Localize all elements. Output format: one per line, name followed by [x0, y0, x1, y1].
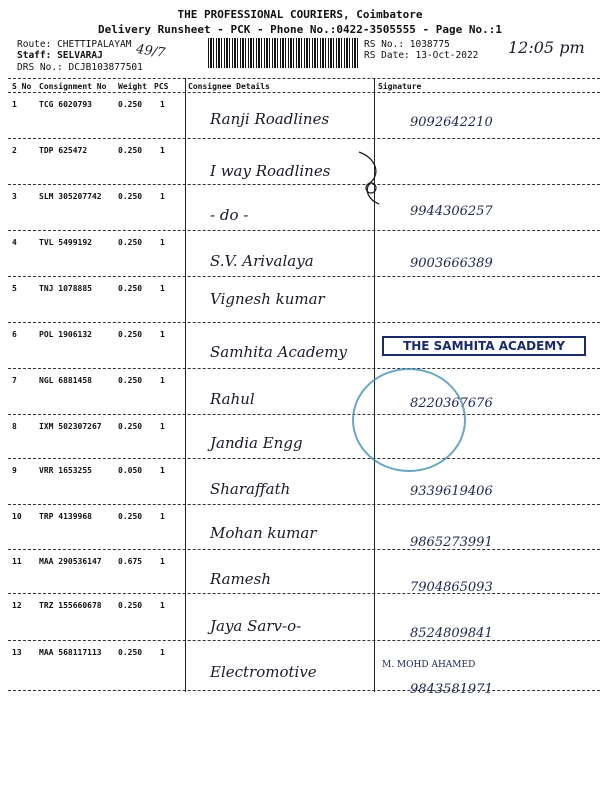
- handwritten-time: 12:05 pm: [508, 38, 585, 57]
- row-separator: [8, 640, 600, 641]
- row-signature: 9944306257: [410, 204, 493, 219]
- runsheet-subtitle: Delivery Runsheet - PCK - Phone No.:0422-3505555 - Page No.:1: [98, 23, 502, 36]
- col-signature: Signature: [378, 82, 422, 91]
- row-consignment: MAA 568117113: [39, 648, 102, 657]
- row-consignment: SLM 305207742: [39, 192, 102, 201]
- row-consignment: TRZ 155660678: [39, 601, 102, 610]
- row-weight: 0.250: [118, 376, 143, 385]
- row-separator: [8, 458, 600, 459]
- staff-row: [17, 50, 103, 61]
- staff-label: Staff:: [17, 50, 52, 61]
- row-signature: 8524809841: [410, 626, 493, 641]
- row-separator: [8, 593, 600, 594]
- row-signature: 9843581971: [410, 682, 493, 697]
- row-pcs: 1: [160, 238, 165, 247]
- row-sno: 8: [12, 422, 17, 431]
- row-consignee: Ranji Roadlines: [210, 110, 330, 128]
- row-signature: 8220367676: [410, 396, 493, 411]
- table-top-rule: [8, 78, 600, 79]
- row-consignee: S.V. Arivalaya: [210, 252, 314, 270]
- row-sno: 9: [12, 466, 17, 475]
- row-pcs: 1: [160, 466, 165, 475]
- row-consignee: Jaya Sarv-o-: [210, 617, 302, 635]
- row-consignee: Rahul: [210, 390, 255, 408]
- col-consignment: Consignment No: [39, 82, 107, 91]
- route-row: [17, 39, 131, 50]
- row-consignment: NGL 6881458: [39, 376, 92, 385]
- row-consignee: Samhita Academy: [210, 343, 347, 361]
- drs-value: DCJB103877501: [68, 62, 143, 73]
- row-signature: 9339619406: [410, 484, 493, 499]
- row-pcs: 1: [160, 512, 165, 521]
- row-signature: 7904865093: [410, 580, 493, 595]
- row-pcs: 1: [160, 376, 165, 385]
- row-separator: [8, 276, 600, 277]
- row-separator: [8, 184, 600, 185]
- route-value: CHETTIPALAYAM: [57, 39, 132, 50]
- row-sno: 2: [12, 146, 17, 155]
- route-label: Route:: [17, 39, 52, 50]
- row-pcs: 1: [160, 192, 165, 201]
- row-consignment: TNJ 1078885: [39, 284, 92, 293]
- row-signature: 9092642210: [410, 115, 493, 130]
- row-weight: 0.250: [118, 146, 143, 155]
- col-sno: S No: [12, 82, 32, 91]
- row-weight: 0.250: [118, 238, 143, 247]
- consignee-divider: [185, 78, 186, 692]
- staff-value: SELVARAJ: [57, 50, 103, 61]
- drs-label: DRS No.:: [17, 62, 63, 73]
- col-weight: Weight: [118, 82, 147, 91]
- rs-number: RS No.: 1038775: [364, 39, 450, 50]
- row-weight: 0.250: [118, 648, 143, 657]
- row-separator: [8, 368, 600, 369]
- row-sno: 13: [12, 648, 22, 657]
- row-separator: [8, 230, 600, 231]
- drs-row: [17, 62, 143, 73]
- rs-date: RS Date: 13-Oct-2022: [364, 50, 479, 61]
- round-seal-stamp: [352, 368, 466, 472]
- row-separator: [8, 322, 600, 323]
- row-pcs: 1: [160, 557, 165, 566]
- row-sno: 10: [12, 512, 22, 521]
- row-weight: 0.250: [118, 512, 143, 521]
- row-consignee: Jandia Engg: [210, 434, 303, 452]
- row-consignee: Mohan kumar: [210, 524, 317, 542]
- row-separator: [8, 549, 600, 550]
- row-consignment: TVL 5499192: [39, 238, 92, 247]
- row-pcs: 1: [160, 146, 165, 155]
- row-consignment: TRP 4139968: [39, 512, 92, 521]
- row-pcs: 1: [160, 422, 165, 431]
- row-weight: 0.050: [118, 466, 143, 475]
- row-pcs: 1: [160, 601, 165, 610]
- row-consignee: Sharaffath: [210, 480, 291, 498]
- row-pcs: 1: [160, 284, 165, 293]
- row-signature: 9003666389: [410, 256, 493, 271]
- row-weight: 0.250: [118, 601, 143, 610]
- row-sno: 3: [12, 192, 17, 201]
- row-consignment: POL 1906132: [39, 330, 92, 339]
- row-sno: 12: [12, 601, 22, 610]
- row-signature: 9865273991: [410, 535, 493, 550]
- row-consignee: Ramesh: [210, 570, 272, 588]
- row-consignment: TDP 625472: [39, 146, 88, 155]
- row-weight: 0.250: [118, 422, 143, 431]
- row-pcs: 1: [160, 100, 165, 109]
- row-consignee: Vignesh kumar: [210, 290, 325, 308]
- row-sno: 4: [12, 238, 17, 247]
- row-separator: [8, 138, 600, 139]
- company-title: THE PROFESSIONAL COURIERS, Coimbatore: [177, 8, 423, 21]
- row-consignment: VRR 1653255: [39, 466, 92, 475]
- academy-stamp: THE SAMHITA ACADEMY: [382, 336, 586, 356]
- row-weight: 0.675: [118, 557, 143, 566]
- header-rule: [8, 92, 600, 93]
- col-pcs: PCS: [154, 82, 169, 91]
- signature-scribble-bracket: [355, 148, 385, 208]
- row-weight: 0.250: [118, 284, 143, 293]
- row-weight: 0.250: [118, 330, 143, 339]
- row-sno: 11: [12, 557, 22, 566]
- row-consignee: I way Roadlines: [210, 162, 331, 180]
- row-consignment: TCG 6020793: [39, 100, 92, 109]
- row-weight: 0.250: [118, 192, 143, 201]
- row-sno: 7: [12, 376, 17, 385]
- row-sno: 6: [12, 330, 17, 339]
- row-separator: [8, 690, 600, 691]
- row-pcs: 1: [160, 330, 165, 339]
- col-consignee: Consignee Details: [188, 82, 270, 91]
- row-weight: 0.250: [118, 100, 143, 109]
- barcode: [208, 38, 360, 68]
- row-separator: [8, 504, 600, 505]
- row-consignment: IXM 502307267: [39, 422, 102, 431]
- row-separator: [8, 414, 600, 415]
- row-sno: 1: [12, 100, 17, 109]
- row-consignee: - do -: [210, 206, 249, 224]
- handwritten-count: 49/7: [135, 42, 167, 61]
- signer-name-13: M. MOHD AHAMED: [382, 660, 476, 670]
- row-consignee: Electromotive: [210, 663, 317, 681]
- row-sno: 5: [12, 284, 17, 293]
- row-pcs: 1: [160, 648, 165, 657]
- row-consignment: MAA 290536147: [39, 557, 102, 566]
